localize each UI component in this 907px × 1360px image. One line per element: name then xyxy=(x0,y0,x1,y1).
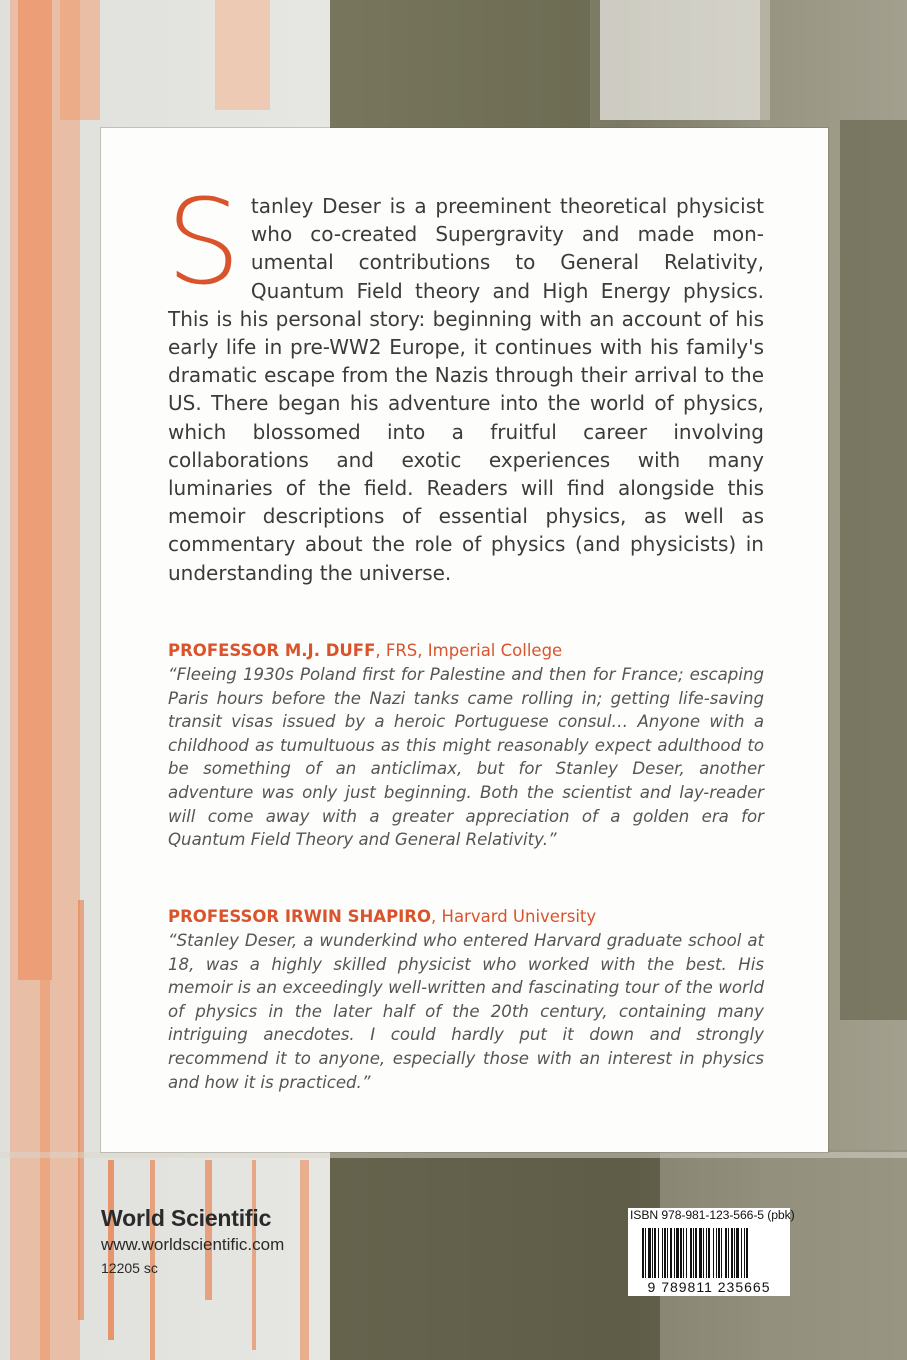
reviewer-name: PROFESSOR M.J. DUFF xyxy=(168,641,376,660)
review-quote: “Fleeing 1930s Poland first for Palestine and then for France; escaping Paris hours before the Nazi tanks came rolling in; getting life-saving transit visas issued by a heroic Portuguese consul… Anyone with a childhood as tumultuous as this might reasonably expect adulthood to be something of an anticlimax, but for Stanley Deser, another adventure was only just beginning. Both the scientist and lay-reader will come away with a greater appreciation of a golden era for Quantum Field Theory and General Relativity.” xyxy=(168,665,764,850)
barcode-bars xyxy=(642,1228,776,1278)
product-code: 12205 sc xyxy=(101,1260,158,1276)
publisher-name: World Scientific xyxy=(101,1205,272,1231)
drop-cap-letter: S xyxy=(166,173,241,311)
isbn-label: ISBN 978-981-123-566-5 (pbk) xyxy=(630,1208,795,1222)
reviewer-attribution xyxy=(168,905,764,929)
description-text: tanley Deser is a preeminent theoretical physicist who co-created Supergravity and made monumental contributions to General Relativity, Quantum Field theory and High Energy physics. This is his personal story: beginning with an account of his early life in pre-WW2 Europe, it continues with his family's dramatic escape from the Nazis through their arrival to the US. There began his adventure into the world of physics, which blossomed into a fruitful career involving collaborations and exotic experiences with many luminaries of the field. Readers will find alongside this memoir descriptions of essential physics, as well as commentary about the role of physics (and physicists) in understanding the universe. xyxy=(168,194,764,585)
reviewer-affiliation: , FRS, Imperial College xyxy=(375,641,563,660)
isbn-barcode xyxy=(628,1208,795,1296)
publisher-url[interactable]: www.worldscientific.com xyxy=(101,1235,285,1254)
publisher-block xyxy=(101,1204,284,1278)
review-quote: “Stanley Deser, a wunderkind who entered Harvard graduate school at 18, was a highly skilled physicist who worked with the best. His memoir is an exceedingly well-written and fascinating tour of the world of physics in the later half of the 20th century, containing many intriguing anecdotes. I could hardly put it down and strongly recommend it to anyone, especially those with an interest in physics and how it is practiced.” xyxy=(168,931,764,1092)
review-duff xyxy=(168,639,764,852)
reviewer-attribution xyxy=(168,639,764,663)
reviewer-affiliation: , Harvard University xyxy=(431,907,597,926)
reviewer-name: PROFESSOR IRWIN SHAPIRO xyxy=(168,907,432,926)
barcode-digits: 9 789811 235665 xyxy=(647,1279,771,1295)
review-shapiro xyxy=(168,905,764,1094)
book-description xyxy=(166,173,764,587)
back-cover-text-panel xyxy=(101,128,828,1152)
